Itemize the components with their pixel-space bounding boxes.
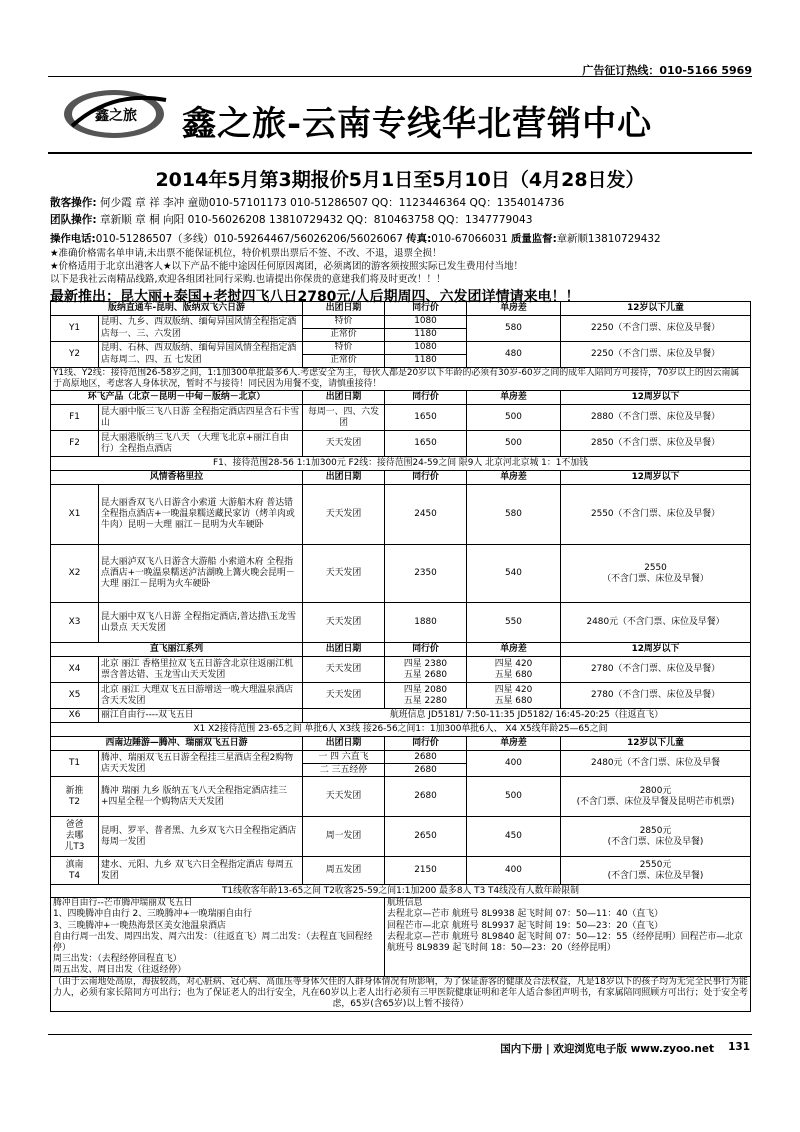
child-price: 2550元	[639, 859, 672, 870]
col-price: 同行价	[385, 643, 467, 657]
row-desc: 腾冲、瑞丽双飞五日游全程挂三星酒店全程2购物店天天发团	[99, 751, 303, 777]
price-4star: 四星 2380	[403, 658, 448, 669]
row-price: 1880	[385, 603, 467, 643]
col-price: 同行价	[385, 737, 467, 751]
row-code: X6	[51, 709, 99, 723]
section-note	[51, 723, 751, 737]
col-single: 单房差	[467, 391, 561, 405]
row-child	[561, 817, 751, 857]
row-child	[561, 777, 751, 817]
section-note	[51, 885, 751, 898]
code-line: T4	[68, 870, 81, 881]
footer-text: 国内下册 | 欢迎浏览电子版 www.zyoo.net	[500, 1043, 714, 1055]
row-price: 2680	[385, 764, 467, 777]
section-title: 版纳直通车-昆明、版纳双飞六日游	[51, 302, 303, 316]
section-header	[51, 643, 751, 657]
note-text: X1 X2接待范围 23-65之间 单批6人 X3线 接26-56之间1：1加300单批6人、 X4 X5线年龄25—65之间	[51, 723, 751, 737]
code-line: T2	[68, 796, 81, 807]
single-4star: 四星 420	[494, 684, 533, 695]
row-code	[51, 817, 99, 857]
section-header	[51, 302, 751, 316]
row-child: 2480元（不含门票、床位及早餐）	[561, 603, 751, 643]
code-line: 滇南	[65, 859, 84, 870]
row-desc: 昆大丽泸双飞八日游含大游船 小索道木府 全程指点酒店+一晚温泉糯送泸沽湖晚上篝火晚会昆明－大理 丽江－昆明为火车硬卧	[99, 545, 303, 603]
tc-line: 3、三晚腾冲+一晚热海景区美女池温泉酒店	[53, 920, 226, 931]
disclaimer-text: （由于云南地处高原，海拔较高，对心脏病、冠心病、高血压等身体欠佳的人群身体情况有所影响，为了保证游客的健康及合法权益，凡是18岁以下的孩子均为无完全民事行为能力人，必须有家长陪同方可出行；也为了保证老人的出行安全，凡在60岁以上老人出行必须有三甲医院健康证明和老年人适合参团声明书，有家属陪同照顾方可出行；处于安全考虑，65岁(含65岁)以上暂不接待）	[51, 977, 751, 1011]
col-child: 12周岁以下	[561, 391, 751, 405]
table-row	[51, 657, 751, 683]
contact-phone	[50, 230, 661, 245]
col-price: 同行价	[385, 391, 467, 405]
row-date: 天天发团	[303, 657, 385, 683]
row-date: 特价	[303, 316, 385, 329]
row-code	[51, 777, 99, 817]
row-code: Y2	[51, 342, 99, 368]
row-price: 2150	[385, 857, 467, 885]
note-text: Y1线、Y2线：接待范围26-58岁之间，1:1加300单批最多6人.考虑安全为主，每伙人都是20岁以下年龄的必须有30岁-60岁之间的成年人陪同方可接待，70岁以上的因云南属于高原地区，考虑客人身体状况，暂时不与接待！同民因为用餐不变，请慎重接待！	[51, 368, 751, 391]
row-child: 2850（不含门票、床位及早餐）	[561, 431, 751, 457]
child-note: (不含门票、床位及早餐)	[607, 870, 704, 881]
section-header	[51, 471, 751, 485]
row-date: 一 四 六直飞	[303, 751, 385, 764]
child-note: (不含门票、床位及早餐及昆明芒市机票)	[576, 796, 735, 807]
row-price: 2350	[385, 545, 467, 603]
sanke-text: 何少霞 章 祥 李冲 童勋010-57101173 010-51286507 QQ：1123446364 QQ：1354014736	[100, 197, 565, 209]
row-date: 天天发团	[303, 683, 385, 709]
page-number: 131	[728, 1041, 750, 1053]
table-row	[51, 603, 751, 643]
child-note: (不含门票、床位及早餐)	[607, 836, 704, 847]
col-child: 12周岁以下	[561, 471, 751, 485]
row-price	[385, 683, 467, 709]
row-code: X5	[51, 683, 99, 709]
code-line: 新推	[65, 785, 84, 796]
row-desc: 北京 丽江 香格里拉双飞五日游含北京往返丽江机票含普达错、玉龙雪山天天发团	[99, 657, 303, 683]
row-date: 天天发团	[303, 431, 385, 457]
row-desc: 北京 丽江 大理双飞五日游增送一晚大理温泉酒店含天天发团	[99, 683, 303, 709]
flight-info: 航班信息 JD5181/ 7:50-11:35 JD5182/ 16:45-20:25（往返直飞）	[303, 709, 751, 723]
row-child: 2250（不含门票、床位及早餐）	[561, 316, 751, 342]
row-price: 2650	[385, 817, 467, 857]
row-price: 2680	[385, 777, 467, 817]
row-child: 2780（不含门票、床位及早餐）	[561, 657, 751, 683]
row-price: 1180	[385, 355, 467, 368]
tuandui-label: 团队操作:	[50, 214, 97, 226]
table-row	[51, 342, 751, 355]
flight-line: 去程北京—芒市 航班号 8L9938 起飞时间 07：50—11：40（直飞）	[387, 909, 664, 920]
row-date: 天天发团	[303, 545, 385, 603]
section-header	[51, 737, 751, 751]
brand-title	[182, 96, 652, 145]
row-desc: 昆大丽港版纳三飞八天 （大理飞北京+丽江自由行）全程指点酒店	[99, 431, 303, 457]
section-title: 风情香格里拉	[51, 471, 303, 485]
period-title: 2014年5月第3期报价5月1日至5月10日（4月28日发）	[155, 169, 645, 191]
promo-banner: 最新推出：昆大丽+泰国+老挝四飞八日2780元/人后期周四、六发团详情请来电！！	[50, 289, 580, 305]
code-line: 儿T3	[64, 842, 85, 853]
row-price: 2450	[385, 485, 467, 545]
table-row	[51, 316, 751, 329]
table-row	[51, 709, 751, 723]
table-row	[51, 751, 751, 764]
col-date: 出团日期	[303, 737, 385, 751]
row-price: 2680	[385, 751, 467, 764]
notice-1: ★准确价格需名单申请,未出票不能保证机位，特价机票出票后不签、不改、不退，退票全损！	[50, 248, 442, 259]
price-4star: 四星 2080	[403, 684, 448, 695]
company-logo	[62, 86, 174, 142]
row-price	[385, 657, 467, 683]
tc-line: 腾冲自由行--芒市腾冲瑞丽双飞五日	[53, 898, 193, 909]
col-single: 单房差	[467, 471, 561, 485]
table-row	[51, 817, 751, 857]
row-single	[467, 683, 561, 709]
table-row	[51, 857, 751, 885]
row-code: X3	[51, 603, 99, 643]
col-child: 12周岁以下	[561, 643, 751, 657]
header-divider	[48, 152, 752, 154]
col-price: 同行价	[385, 471, 467, 485]
single-5star: 五星 680	[494, 695, 533, 706]
code-line: 爸爸	[65, 820, 84, 831]
row-desc: 昆大丽中版三飞八日游 全程指定酒店四星含石卡雪山	[99, 405, 303, 431]
contact-sanke	[50, 195, 564, 210]
table-row	[51, 405, 751, 431]
row-child: 2480元（不含门票、床位及早餐	[561, 751, 751, 777]
col-price: 同行价	[385, 302, 467, 316]
notice-2: ★价格适用于北京出港客人★以下产品不能中途因任何原因离团，必须离团的游客须按照实际已发生费用付当地！	[50, 261, 524, 272]
row-single: 400	[467, 751, 561, 777]
row-desc: 昆明、石林、西双版纳、缅甸异国风情全程指定酒店每周二、四、五 七发团	[99, 342, 303, 368]
ad-hotline: 广告征订热线：010-5166 5969	[582, 64, 752, 77]
tc-line: 周五出发、周日出发（往返经停）	[53, 965, 187, 975]
row-date: 天天发团	[303, 485, 385, 545]
brand-subtitle: -云南专线华北营销中心	[287, 104, 653, 144]
contact-tuandui	[50, 212, 532, 227]
row-code	[51, 857, 99, 885]
row-price: 1180	[385, 329, 467, 342]
row-single: 480	[467, 342, 561, 368]
col-child: 12岁以下儿童	[561, 302, 751, 316]
section-header	[51, 391, 751, 405]
sanke-label: 散客操作:	[50, 197, 97, 209]
logo-text: 鑫之旅	[95, 108, 137, 124]
row-date: 周一发团	[303, 817, 385, 857]
tc-line: 周三出发：（去程经停回程直飞）	[53, 953, 182, 964]
note-text: F1、接待范围28-56 1:1加300元 F2线：接待范围24-59之间 限9人 北京河北京城 1：1不加钱	[51, 457, 751, 471]
notice-3: 以下是我社云南精品线路,欢迎各组团社同行采购.也请提出你保贵的意建我们将及时更改！！！	[50, 274, 446, 285]
table-row	[51, 683, 751, 709]
tuandui-text: 章新顺 章 桐 向阳 010-56026208 13810729432 QQ：810463758 QQ：1347779043	[100, 214, 533, 226]
brand-name: 鑫之旅	[182, 104, 287, 144]
phone-label: 操作电话:	[50, 233, 96, 245]
table-row	[51, 545, 751, 603]
row-desc: 建水、元阳、九乡 双飞六日全程指定酒店 每周五发团	[99, 857, 303, 885]
table-row	[51, 485, 751, 545]
row-single: 580	[467, 316, 561, 342]
flight-line: 回程芒市—北京 航班号 8L9937 起飞时间 19：50—23：20（直飞）	[387, 920, 664, 931]
row-child	[561, 857, 751, 885]
col-single: 单房差	[467, 302, 561, 316]
row-date: 二 三五经停	[303, 764, 385, 777]
tengchong-info	[51, 898, 385, 977]
row-desc: 腾冲 瑞丽 九乡 版纳五飞八天全程指定酒店挂三+四星全程一个购物店天天发团	[99, 777, 303, 817]
qc-label: 质量监督:	[511, 233, 557, 245]
col-child: 12岁以下儿童	[561, 737, 751, 751]
section-note	[51, 368, 751, 391]
col-date: 出团日期	[303, 302, 385, 316]
row-single: 500	[467, 431, 561, 457]
price-5star: 五星 2280	[403, 695, 448, 706]
row-code: X4	[51, 657, 99, 683]
row-single: 400	[467, 857, 561, 885]
row-desc: 昆明、罗平、普者黑、九乡双飞六日全程指定酒店 每周一发团	[99, 817, 303, 857]
row-code: X1	[51, 485, 99, 545]
fax-text: 010-67066031	[431, 233, 512, 245]
fax-label: 传真:	[406, 233, 432, 245]
row-price: 1080	[385, 316, 467, 329]
tengchong-flights	[385, 898, 751, 977]
disclaimer-row	[51, 977, 751, 1011]
row-child: 2880（不含门票、床位及早餐）	[561, 405, 751, 431]
row-date: 天天发团	[303, 603, 385, 643]
row-single: 450	[467, 817, 561, 857]
price-5star: 五星 2680	[403, 669, 448, 680]
row-desc: 昆大丽香双飞八日游含小索道 大游船木府 普达错全程指点酒店+一晚温泉糯送藏民家访（烤羊肉或牛肉）昆明－大理 丽江－昆明为火车硬卧	[99, 485, 303, 545]
child-price: 2550	[644, 562, 667, 573]
row-date: 天天发团	[303, 777, 385, 817]
tc-line: 自由行周一出发、周四出发、周六出发：（往返直飞）周二出发：（去程直飞回程经停）	[53, 931, 373, 953]
table-row	[51, 431, 751, 457]
qc-text: 章新顺13810729432	[556, 233, 661, 245]
row-code: Y1	[51, 316, 99, 342]
row-desc: 昆明、九乡、西双版纳、缅甸异国风情全程指定酒店每一、三、六发团	[99, 316, 303, 342]
row-code: X2	[51, 545, 99, 603]
row-single: 550	[467, 603, 561, 643]
row-date: 正常价	[303, 329, 385, 342]
note-text: T1线收客年龄13-65之间 T2收客25-59之间1:1加200 最多8人 T3 T4线没有人数年龄限制	[51, 885, 751, 898]
col-single: 单房差	[467, 737, 561, 751]
footer-divider	[48, 1034, 752, 1035]
section-title: 西南边陲游—腾冲、瑞丽双飞五日游	[51, 737, 303, 751]
row-single: 500	[467, 777, 561, 817]
row-single	[467, 657, 561, 683]
row-date: 周五发团	[303, 857, 385, 885]
col-date: 出团日期	[303, 391, 385, 405]
row-desc: 昆大丽中双飞八日游 全程指定酒店,普达措\玉龙雪山景点 天天发团	[99, 603, 303, 643]
row-single: 580	[467, 485, 561, 545]
row-date: 每周一、四、六发团	[303, 405, 385, 431]
row-price: 1080	[385, 342, 467, 355]
flight-line: 航班信息	[387, 898, 423, 909]
row-desc: 丽江自由行----双飞五日	[99, 709, 303, 723]
child-note: （不含门票、床位及早餐）	[602, 573, 709, 584]
row-price: 1650	[385, 405, 467, 431]
single-5star: 五星 680	[494, 669, 533, 680]
price-table	[50, 301, 751, 1012]
top-divider	[48, 76, 752, 77]
section-note	[51, 457, 751, 471]
col-single: 单房差	[467, 643, 561, 657]
row-child	[561, 545, 751, 603]
col-date: 出团日期	[303, 643, 385, 657]
tc-line: 1、四晚腾冲自由行 2、三晚腾冲+一晚瑞丽自由行	[53, 909, 253, 920]
row-single: 540	[467, 545, 561, 603]
single-4star: 四星 420	[494, 658, 533, 669]
tengchong-row	[51, 898, 751, 977]
table-row	[51, 777, 751, 817]
row-code: F2	[51, 431, 99, 457]
row-child: 2550（不含门票、床位及早餐）	[561, 485, 751, 545]
code-line: 去哪	[65, 831, 84, 842]
row-code: F1	[51, 405, 99, 431]
row-child: 2250（不含门票、床位及早餐）	[561, 342, 751, 368]
child-price: 2800元	[639, 785, 672, 796]
row-child: 2780（不含门票、床位及早餐）	[561, 683, 751, 709]
flight-line: 去程北京—芒市 航班号 8L9840 起飞时间 07：50—12：55（经停昆明）回程芒市—北京 航班号 8L9839 起飞时间 18：50—23：20（经停昆明）	[387, 931, 743, 953]
col-date: 出团日期	[303, 471, 385, 485]
section-title: 直飞丽江系列	[51, 643, 303, 657]
row-date: 特价	[303, 342, 385, 355]
row-single: 500	[467, 405, 561, 431]
row-price: 1650	[385, 431, 467, 457]
row-code: T1	[51, 751, 99, 777]
phone-text: 010-51286507（多线）010-59264467/56026206/56026067	[95, 233, 407, 245]
child-price: 2850元	[639, 825, 672, 836]
section-title: 环飞产品（北京－昆明－中甸－版纳－北京）	[51, 391, 303, 405]
row-date: 正常价	[303, 355, 385, 368]
